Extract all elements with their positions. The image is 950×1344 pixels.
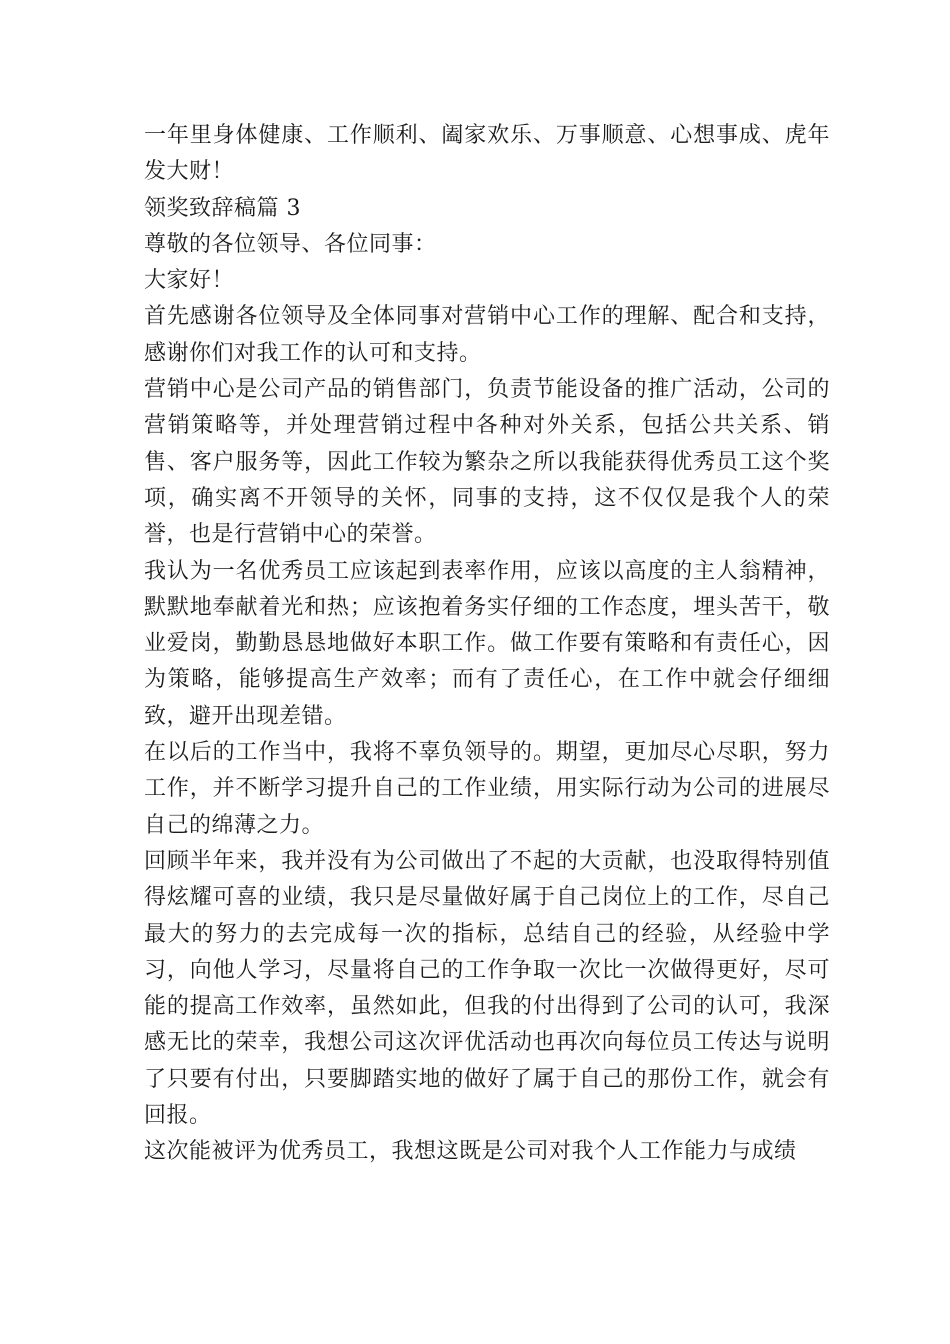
paragraph-excellent-employee: 我认为一名优秀员工应该起到表率作用，应该以高度的主人翁精神，默默地奉献着光和热；应该抱着务实仔细的工作态度，埋头苦干，敬业爱岗，勤勤恳恳地做好本职工作。做工作要有策略和有责任心，因为策略，能够提高生产效率；而有了责任心，在工作中就会仔细细致，避开出现差错。 xyxy=(144,558,830,729)
section-heading: 领奖致辞稿篇 3 xyxy=(144,195,301,221)
document-body xyxy=(144,118,830,1171)
paragraph-greeting-wishes: 一年里身体健康、工作顺利、阖家欢乐、万事顺意、心想事成、虎年发大财！ xyxy=(144,123,830,185)
paragraph-award: 这次能被评为优秀员工，我想这既是公司对我个人工作能力与成绩 xyxy=(144,1139,797,1165)
paragraph-future-work: 在以后的工作当中，我将不辜负领导的。期望，更加尽心尽职，努力工作，并不断学习提升自己的工作业绩，用实际行动为公司的进展尽自己的绵薄之力。 xyxy=(144,740,830,838)
paragraph-thanks: 首先感谢各位领导及全体同事对营销中心工作的理解、配合和支持，感谢你们对我工作的认可和支持。 xyxy=(144,304,830,366)
paragraph-review: 回顾半年来，我并没有为公司做出了不起的大贡献，也没取得特别值得炫耀可喜的业绩，我只是尽量做好属于自己岗位上的工作，尽自己最大的努力的去完成每一次的指标，总结自己的经验，从经验中学习，向他人学习，尽量将自己的工作争取一次比一次做得更好，尽可能的提高工作效率，虽然如此，但我的付出得到了公司的认可，我深感无比的荣幸，我想公司这次评优活动也再次向每位员工传达与说明了只要有付出，只要脚踏实地的做好了属于自己的那份工作，就会有回报。 xyxy=(144,848,830,1129)
greeting: 大家好！ xyxy=(144,268,235,294)
paragraph-marketing-center: 营销中心是公司产品的销售部门，负责节能设备的推广活动，公司的营销策略等，并处理营销过程中各种对外关系，包括公共关系、销售、客户服务等，因此工作较为繁杂之所以我能获得优秀员工这个奖项，确实离不开领导的关怀，同事的支持，这不仅仅是我个人的荣誉，也是行营销中心的荣誉。 xyxy=(144,377,830,548)
salutation: 尊敬的各位领导、各位同事： xyxy=(144,231,437,257)
